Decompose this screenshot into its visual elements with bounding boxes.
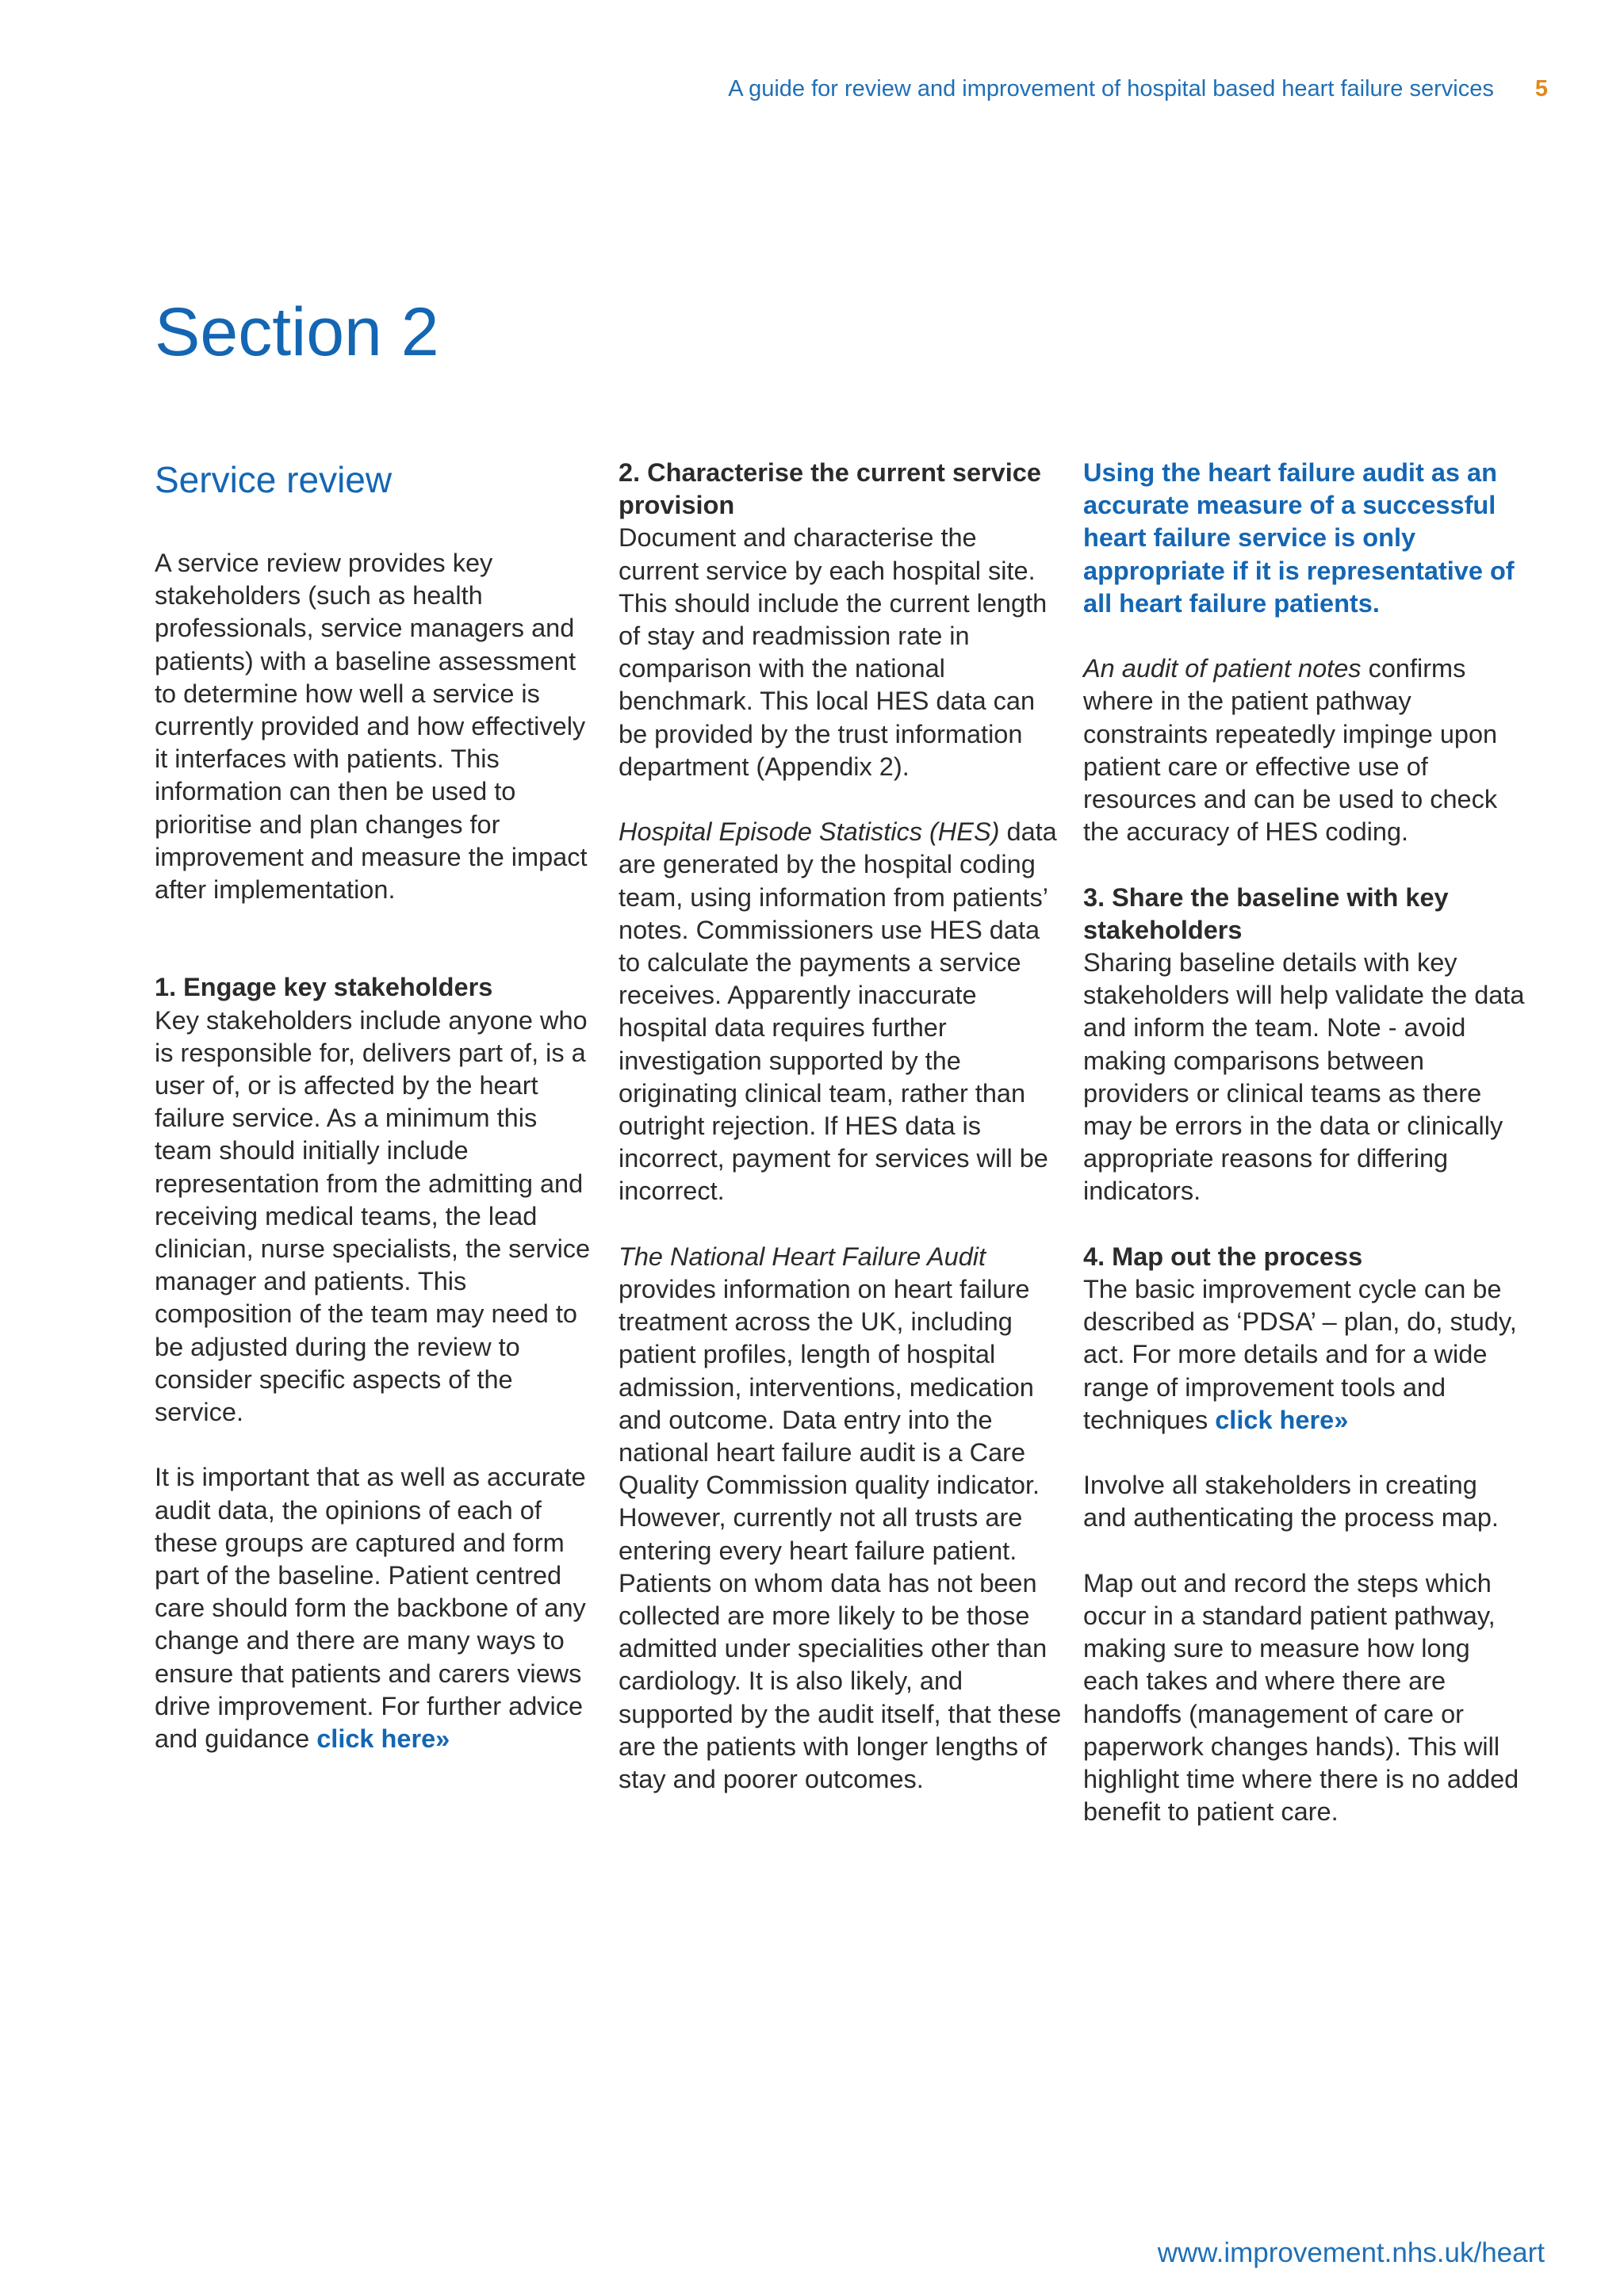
- page-number: 5: [1534, 76, 1548, 101]
- national-audit-paragraph: provides information on heart failure treatment across the UK, including patient profiles, length of hospital admission, interventions, medication and outcome. Data entry into the national heart failure audit is a Care Quality Commission quality indicator. However, currently not all trusts are entering every heart failure patient. Patients on whom data has not been collected are more likely to be those admitted under specialities other than cardiology. It is also likely, and supported by the audit itself, that these are the patients with longer lengths of stay and poorer outcomes.: [619, 1275, 1062, 1794]
- share-baseline-heading: 3. Share the baseline with key stakeholders: [1083, 882, 1449, 944]
- intro-paragraph: A service review provides key stakeholders (such as health professionals, service managers and patients) with a baseline assessment to determine how well a service is currently provided and how effectively it interfaces with patients. This information can then be used to prioritise and plan changes for improvement and measure the impact after implementation.: [155, 549, 588, 905]
- column-3: [1083, 457, 1527, 1828]
- service-review-heading: Service review: [155, 459, 393, 500]
- improvement-tools-click-here-link[interactable]: click here»: [1215, 1405, 1349, 1434]
- engage-stakeholders-body: Key stakeholders include anyone who is responsible for, delivers part of, is a user of, or is affected by the heart failure service. As a minimum this team should initially include representation from the admitting and receiving medical teams, the lead clinician, nurse specialists, the service manager and patients. This composition of the team may need to be adjusted during the review to consider specific aspects of the service.: [155, 1005, 591, 1427]
- running-title: A guide for review and improvement of hospital based heart failure services: [728, 76, 1494, 101]
- map-steps-paragraph: Map out and record the steps which occur in a standard patient pathway, making sure to measure how long each takes and where there are handoffs (management of care or paperwork changes hands). This will highlight time where there is no added benefit to patient care.: [1083, 1568, 1519, 1827]
- patient-centred-paragraph: It is important that as well as accurate audit data, the opinions of each of these groups are captured and form part of the baseline. Patient centred care should form the backbone of any change and there are many ways to ensure that patients and carers views drive improvement. For further advice and guidance: [155, 1463, 586, 1754]
- share-baseline-body: Sharing baseline details with key stakeholders will help validate the data and inform the team. Note - avoid making comparisons between providers or clinical teams as there may be errors in the data or clinically appropriate reasons for differing indicators.: [1083, 948, 1525, 1206]
- characterise-body: Document and characterise the current service by each hospital site. This should include the current length of stay and readmission rate in comparison with the national benchmark. This local HES data can be provided by the trust information department (Appendix 2).: [619, 523, 1048, 781]
- patient-notes-paragraph: confirms where in the patient pathway constraints repeatedly impinge upon patient care or effective use of resources and can be used to check the accuracy of HES coding.: [1083, 654, 1498, 847]
- guidance-click-here-link[interactable]: click here»: [316, 1724, 450, 1754]
- hes-paragraph: data are generated by the hospital coding team, using information from patients’ notes. Commissioners use HES data to calculate the payments a service receives. Apparently inaccurate hospital data requires further investigation supported by the originating clinical team, rather than outright rejection. If HES data is incorrect, payment for services will be incorrect.: [619, 817, 1057, 1206]
- column-1: [155, 457, 599, 1755]
- characterise-heading: 2. Characterise the current service provision: [619, 458, 1041, 520]
- patient-notes-italic-term: An audit of patient notes: [1083, 654, 1362, 683]
- running-header: [728, 76, 1548, 102]
- hes-italic-term: Hospital Episode Statistics (HES): [619, 817, 1000, 847]
- national-audit-italic-term: The National Heart Failure Audit: [619, 1242, 986, 1271]
- section-title: Section 2: [155, 294, 439, 370]
- spacer: [155, 939, 599, 971]
- engage-stakeholders-heading: 1. Engage key stakeholders: [155, 973, 493, 1002]
- map-process-heading: 4. Map out the process: [1083, 1242, 1363, 1271]
- footer-url-link[interactable]: www.improvement.nhs.uk/heart: [1157, 2237, 1545, 2268]
- involve-stakeholders-paragraph: Involve all stakeholders in creating and authenticating the process map.: [1083, 1471, 1499, 1533]
- column-2: [619, 457, 1063, 1796]
- map-process-body: The basic improvement cycle can be described as ‘PDSA’ – plan, do, study, act. For more details and for a wide range of improvement tools and techniques: [1083, 1275, 1517, 1434]
- audit-callout: Using the heart failure audit as an accurate measure of a successful heart failure service is only appropriate if it is representative of all heart failure patients.: [1083, 458, 1515, 618]
